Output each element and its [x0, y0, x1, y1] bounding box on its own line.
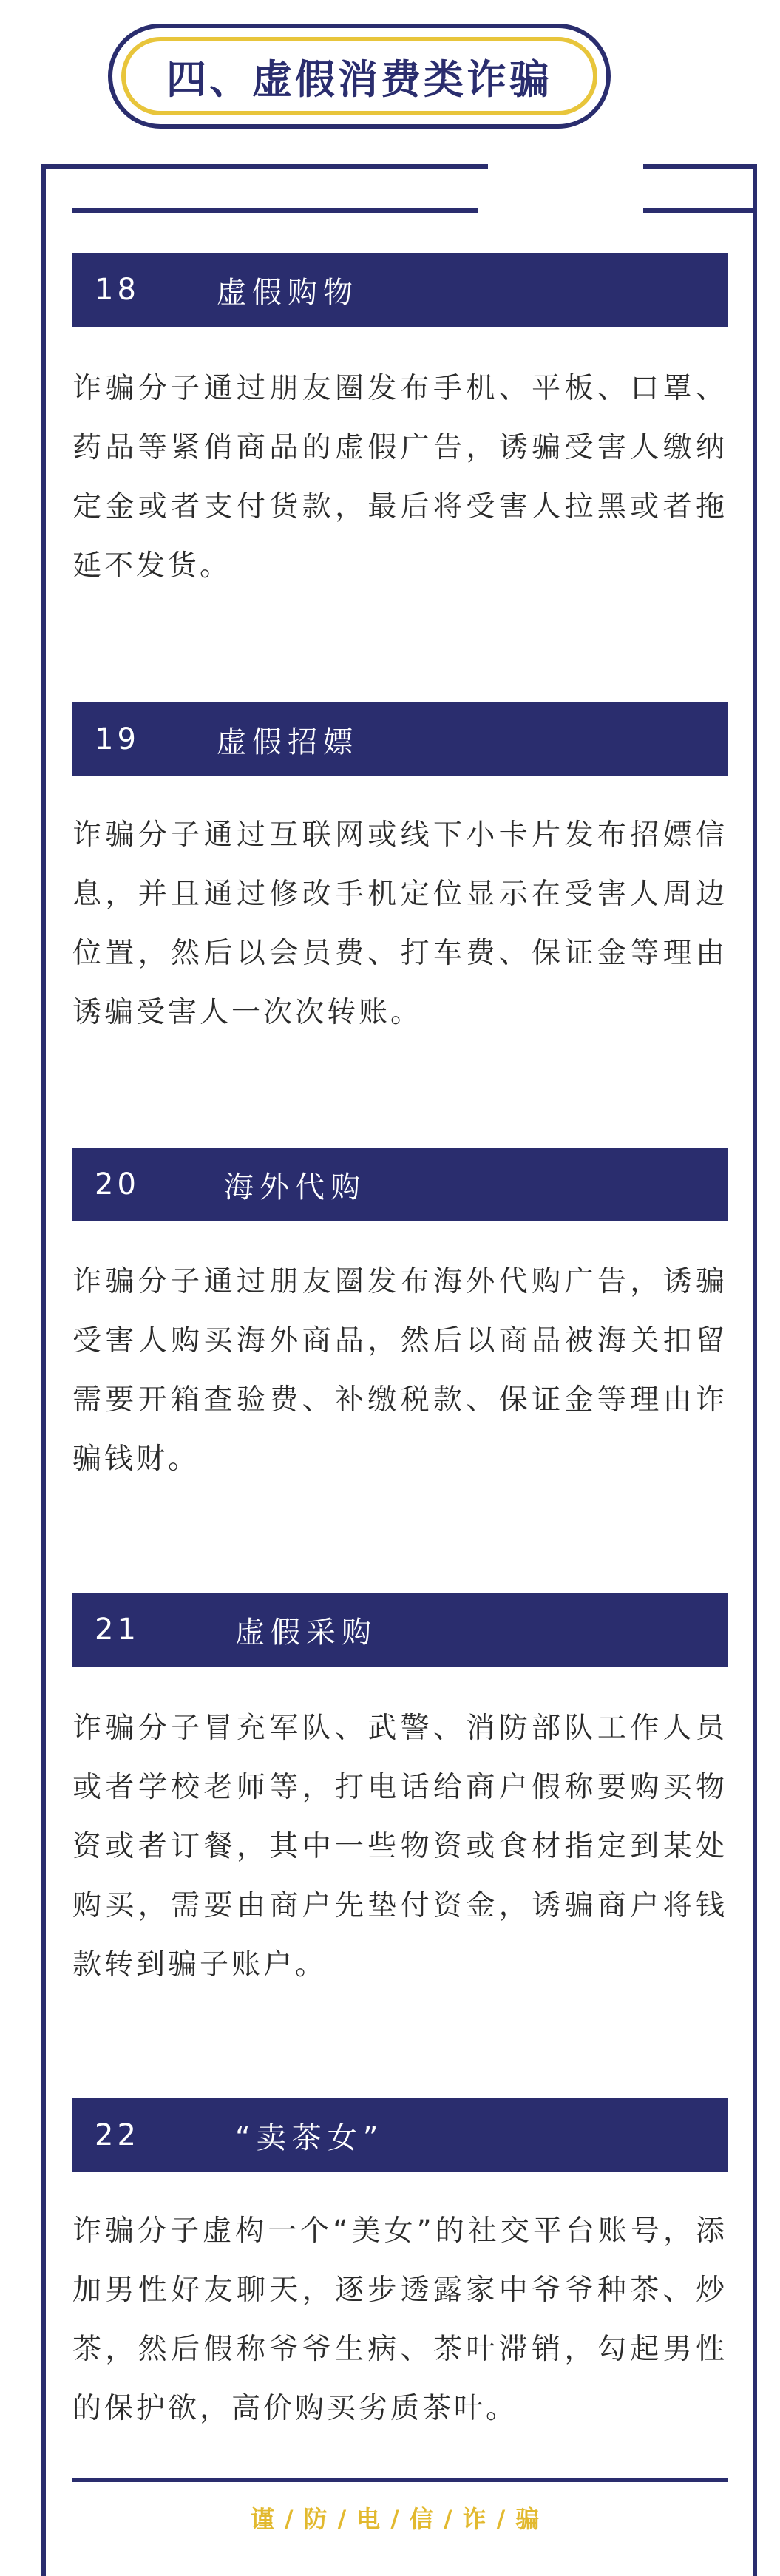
top-divider-left	[72, 208, 478, 213]
title-badge	[108, 24, 611, 129]
section-header-22	[72, 2098, 728, 2172]
page-title: 四、虚假消费类诈骗	[121, 37, 597, 115]
section-number: 22	[95, 2118, 140, 2152]
section-body: 诈骗分子通过互联网或线下小卡片发布招嫖信息，并且通过修改手机定位显示在受害人周边位置，然后以会员费、打车费、保证金等理由诱骗受害人一次次转账。	[72, 818, 728, 1029]
bottom-divider	[72, 2478, 728, 2482]
section-body: 诈骗分子冒充军队、武警、消防部队工作人员或者学校老师等，打电话给商户假称要购买物资或者订餐，其中一些物资或食材指定到某处购买，需要由商户先垫付资金，诱骗商户将钱款转到骗子账户。	[72, 1712, 728, 1982]
section-title: 海外代购	[224, 1170, 366, 1204]
section-title: “卖茶女”	[235, 2121, 384, 2155]
section-number: 19	[95, 722, 140, 756]
section-header-18	[72, 253, 728, 327]
section-title: 虚假招嫖	[217, 725, 359, 759]
section-body: 诈骗分子虚构一个“美女”的社交平台账号，添加男性好友聊天，逐步透露家中爷爷种茶、炒茶，然后假称爷爷生病、茶叶滞销，勾起男性的保护欲，高价购买劣质茶叶。	[72, 2214, 728, 2425]
footer-slogan: 谨/防/电/信/诈/骗	[250, 2505, 550, 2533]
section-header-20	[72, 1148, 728, 1221]
section-number: 21	[95, 1613, 140, 1647]
section-header-21	[72, 1593, 728, 1667]
section-body: 诈骗分子通过朋友圈发布手机、平板、口罩、药品等紧俏商品的虚假广告，诱骗受害人缴纳定金或者支付货款，最后将受害人拉黑或者拖延不发货。	[72, 372, 728, 583]
section-number: 18	[95, 273, 140, 307]
section-number: 20	[95, 1167, 140, 1201]
top-divider-right	[643, 208, 757, 213]
section-body: 诈骗分子通过朋友圈发布海外代购广告，诱骗受害人购买海外商品，然后以商品被海关扣留需要开箱查验费、补缴税款、保证金等理由诈骗钱财。	[72, 1265, 728, 1476]
section-header-19	[72, 702, 728, 776]
frame-gap	[488, 163, 643, 172]
section-title: 虚假购物	[217, 275, 359, 310]
section-title: 虚假采购	[235, 1615, 377, 1650]
